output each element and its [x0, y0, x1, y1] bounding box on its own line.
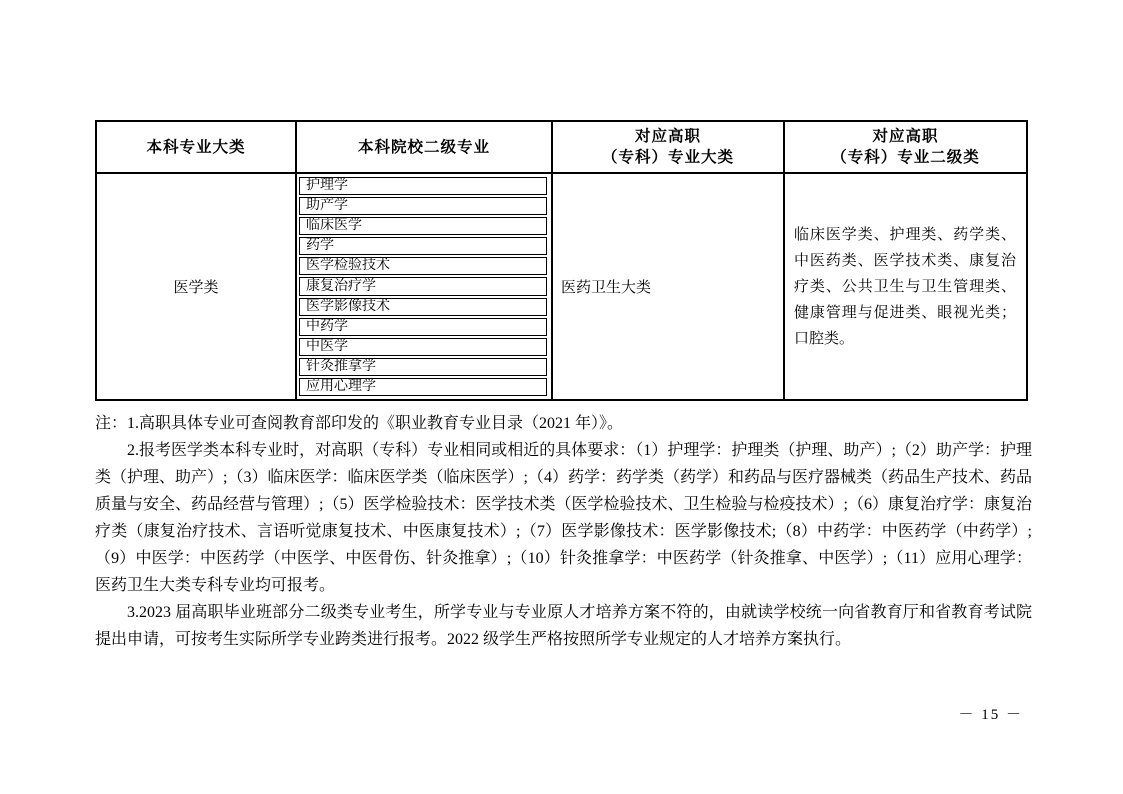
- header-undergrad-secondary-major-label: 本科院校二级专业: [357, 138, 490, 156]
- note-1: 注：1.高职具体专业可查阅教育部印发的《职业教育专业目录（2021 年）》。: [95, 415, 624, 432]
- cell-vocational-category: [553, 174, 785, 399]
- major-cell: 中药学: [299, 318, 547, 336]
- notes-block: [95, 410, 1032, 653]
- header-vocational-secondary-line1: 对应高职: [872, 128, 939, 145]
- header-vocational-category-line1: 对应高职: [634, 128, 701, 145]
- cell-vocational-secondary: [785, 174, 1026, 399]
- major-cell: 医学检验技术: [299, 257, 547, 275]
- header-undergrad-category-label: 本科专业大类: [146, 138, 246, 156]
- header-vocational-secondary-line2: （专科）专业二级类: [831, 149, 980, 166]
- vocational-category-value: 医药卫生大类: [561, 280, 652, 296]
- header-undergrad-secondary-major: [297, 122, 553, 174]
- major-cell: 应用心理学: [299, 378, 547, 396]
- major-cell: 针灸推拿学: [299, 358, 547, 376]
- note-2: 2.报考医学类本科专业时，对高职（专科）专业相同或相近的具体要求：（1）护理学：护理类（护理、助产）;（2）助产学：护理类（护理、助产）;（3）临床医学：临床医学类（临床医学）;（4）药学：药学类（药学）和药品与医疗器械类（药品生产技术、药品质量与安全、药品经营与管理）;（5）医学检验技术：医学技术类（医学检验技术、卫生检验与检疫技术）;（6）康复治疗学：康复治疗类（康复治疗技术、言语听觉康复技术、中医康复技术）;（7）医学影像技术：医学影像技术;（8）中药学：中医药学（中药学）;（9）中医学：中医药学（中医学、中医骨伤、针灸推拿）;（10）针灸推拿学：中医药学（针灸推拿、中医学）;（11）应用心理学：医药卫生大类专科专业均可报考。: [95, 442, 1032, 594]
- header-undergrad-category: [97, 122, 297, 174]
- major-cell: 中医学: [299, 338, 547, 356]
- page-number: － 15 －: [958, 707, 1023, 723]
- cell-undergrad-majors: [297, 174, 553, 399]
- cell-undergrad-category: [97, 174, 297, 399]
- header-vocational-category: [553, 122, 785, 174]
- major-cell: 药学: [299, 237, 547, 255]
- majors-list: [297, 174, 551, 399]
- major-cell: 医学影像技术: [299, 298, 547, 316]
- undergrad-category-value: 医学类: [173, 280, 219, 296]
- major-mapping-table: [95, 120, 1028, 401]
- major-cell: 临床医学: [299, 217, 547, 235]
- vocational-secondary-value: 临床医学类、护理类、药学类、中医药类、医学技术类、康复治疗类、公共卫生与卫生管理类、健康管理与促进类、眼视光类；口腔类。: [794, 226, 1016, 347]
- note-3: 3.2023 届高职毕业班部分二级类专业考生，所学专业与专业原人才培养方案不符的，由就读学校统一向省教育厅和省教育考试院提出申请，可按考生实际所学专业跨类进行报考。2022 级学生严格按照所学专业规定的人才培养方案执行。: [95, 604, 1032, 648]
- header-vocational-secondary: [785, 122, 1026, 174]
- major-cell: 护理学: [299, 177, 547, 195]
- major-cell: 康复治疗学: [299, 277, 547, 295]
- header-vocational-category-line2: （专科）专业大类: [601, 149, 734, 166]
- major-cell: 助产学: [299, 197, 547, 215]
